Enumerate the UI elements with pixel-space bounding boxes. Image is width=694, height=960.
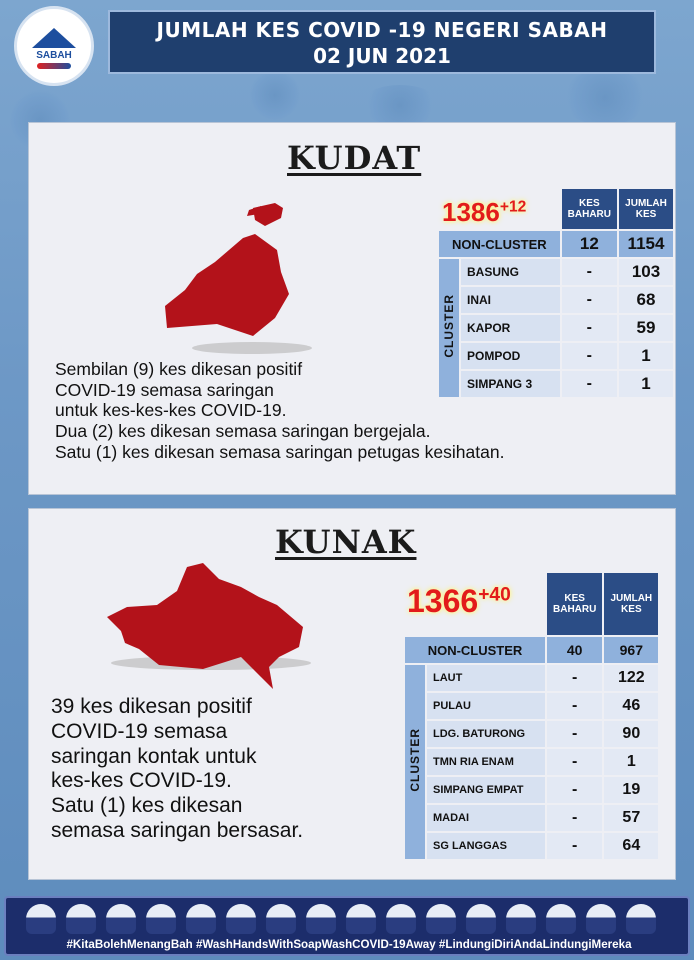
info-line: Satu (1) kes dikesan semasa saringan petugas kesihatan. [55,441,505,462]
info-line: 39 kes dikesan positif [51,695,252,718]
frontliner-icon [546,904,576,934]
cluster-new: - [562,371,617,397]
kunak-total-value: 1366 [407,583,479,619]
info-line: semasa saringan bersasar. [51,818,304,842]
cluster-name: MADAI [427,805,545,831]
cluster-total: 103 [619,259,673,285]
info-line: saringan kontak untuk [51,744,257,768]
info-line: kes-kes COVID-19. [51,769,232,793]
cluster-new: - [562,287,617,313]
kudat-total-value: 1386 [442,197,500,227]
kudat-map [157,198,327,358]
cluster-new: - [547,693,602,719]
cluster-total: 1 [604,749,658,775]
frontliner-icon [506,904,536,934]
cluster-name: SG LANGGAS [427,833,545,859]
frontliner-icon [146,904,176,934]
cluster-new: - [547,721,602,747]
table-row [405,777,658,803]
frontliner-icon [226,904,256,934]
cluster-total: 122 [604,665,658,691]
mountain-icon [32,28,76,48]
frontliner-icon [466,904,496,934]
info-line: Sembilan (9) kes dikesan positif [55,359,303,379]
cluster-new: - [547,749,602,775]
cluster-vertical-text: CLUSTER [408,727,422,792]
cluster-total: 46 [604,693,658,719]
kunak-panel [28,508,676,880]
frontliner-icon [426,904,456,934]
table-row [439,259,673,285]
cluster-name: INAI [461,287,560,313]
table-row [439,315,673,341]
table-row [405,833,658,859]
kunak-header-new: KES BAHARU [547,573,602,635]
kunak-info-text [51,695,303,844]
kunak-increase: +40 [478,584,511,606]
cluster-total: 90 [604,721,658,747]
info-line: COVID-19 semasa saringan [55,379,274,400]
cluster-vertical-text: CLUSTER [442,293,456,358]
frontliner-icon [66,904,96,934]
logo-label: SABAH [36,49,72,61]
cluster-name: PULAU [427,693,545,719]
cluster-new: - [562,343,617,369]
table-row [439,287,673,313]
table-row [405,805,658,831]
info-line: untuk kes-kes-kes COVID-19. [55,400,287,421]
cluster-new: - [562,259,617,285]
frontliner-icon [346,904,376,934]
kudat-noncluster-new: 12 [562,231,617,257]
kudat-panel [28,122,676,495]
cluster-total: 19 [604,777,658,803]
kudat-header-new: KES BAHARU [562,189,617,229]
info-line: Dua (2) kes dikesan semasa saringan bergejala. [55,420,431,441]
frontliner-icon [106,904,136,934]
virus-decoration [250,70,300,120]
title-line-2: 02 JUN 2021 [313,44,451,68]
cluster-name: KAPOR [461,315,560,341]
kudat-info-text [55,359,504,462]
frontliner-icon [186,904,216,934]
kunak-cluster-label [405,665,425,859]
frontliner-illustrations [26,904,656,934]
cluster-total: 68 [619,287,673,313]
cluster-new: - [547,833,602,859]
kunak-noncluster-total: 967 [604,637,658,663]
cluster-name: SIMPANG EMPAT [427,777,545,803]
virus-decoration [360,85,440,125]
kudat-header-total: JUMLAH KES [619,189,673,229]
kunak-map [91,557,311,697]
cluster-total: 59 [619,315,673,341]
kudat-noncluster-label: NON-CLUSTER [439,231,560,257]
table-row [405,749,658,775]
cluster-name: TMN RIA ENAM [427,749,545,775]
cluster-name: SIMPANG 3 [461,371,560,397]
table-row [405,665,658,691]
kudat-noncluster-total: 1154 [619,231,673,257]
cluster-total: 1 [619,371,673,397]
info-line: Satu (1) kes dikesan [51,794,243,818]
title-line-1: JUMLAH KES COVID -19 NEGERI SABAH [156,18,608,42]
frontliner-icon [306,904,336,934]
cluster-new: - [562,315,617,341]
title-banner [108,10,656,74]
cluster-name: POMPOD [461,343,560,369]
kunak-noncluster-label: NON-CLUSTER [405,637,545,663]
cluster-name: LDG. BATURONG [427,721,545,747]
cluster-total: 64 [604,833,658,859]
cluster-total: 57 [604,805,658,831]
info-line: COVID-19 semasa [51,719,228,743]
cluster-new: - [547,665,602,691]
kunak-header-total: JUMLAH KES [604,573,658,635]
kunak-noncluster-new: 40 [547,637,602,663]
frontliner-icon [626,904,656,934]
frontliner-icon [266,904,296,934]
table-row [405,721,658,747]
cluster-new: - [547,805,602,831]
sabah-logo [14,6,94,86]
frontliner-icon [586,904,616,934]
footer-banner [4,896,690,956]
kudat-increase: +12 [499,198,527,216]
table-row [405,693,658,719]
cluster-name: LAUT [427,665,545,691]
hashtags-text: #KitaBolehMenangBah #WashHandsWithSoapWashCOVID-19Away #LindungiDiriAndaLindungiMereka [66,938,632,951]
cluster-total: 1 [619,343,673,369]
logo-stripe [37,63,71,69]
frontliner-icon [26,904,56,934]
cluster-name: BASUNG [461,259,560,285]
cluster-new: - [547,777,602,803]
kunak-title: KUNAK [275,523,417,561]
frontliner-icon [386,904,416,934]
virus-decoration [560,70,650,125]
kunak-case-table [403,571,660,861]
kudat-title: KUDAT [287,139,422,177]
